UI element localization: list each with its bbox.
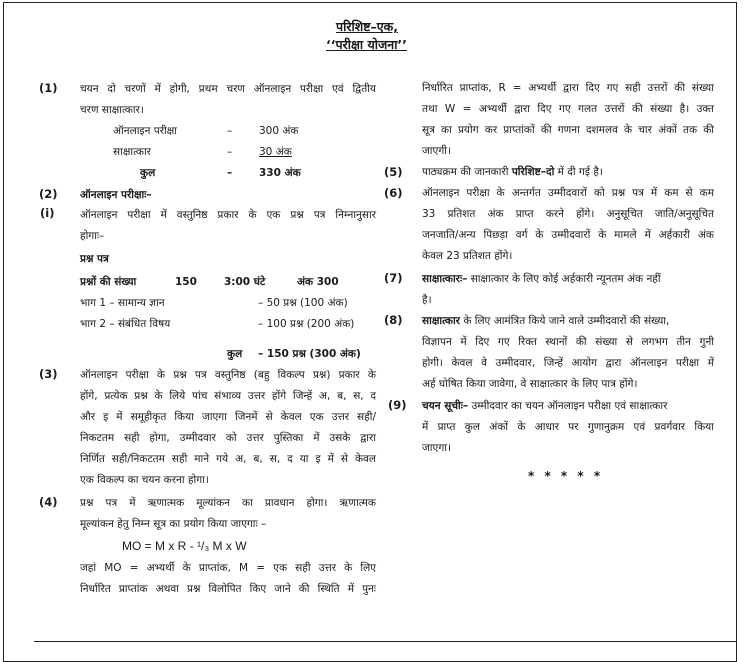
section-6-line2: 33 प्रतिशत अंक प्राप्त करने होंगे। अनुसूचित जाति/अनुसूचित xyxy=(422,208,714,220)
exam-marks: अंक 300 xyxy=(297,276,339,288)
end-stars: * * * * * xyxy=(528,469,604,483)
section-9-line1 xyxy=(422,400,714,413)
section-1-line1: चयन दो चरणों में होगी, प्रथम चरण ऑनलाइन परीक्षा एवं द्वितीय xyxy=(80,83,376,95)
continuation-line3: सूत्र का प्रयोग कर प्राप्तांकों की गणना दशमलव के चार अंकों तक की xyxy=(422,124,714,136)
section-4-number: (4) xyxy=(39,495,58,509)
section-3-line5: निर्णित सही/निकटतम सही माने गये अ, ब, स, द या इ में से केवल xyxy=(80,453,376,465)
title-line2: ‘‘परीक्षा योजना’’ xyxy=(326,37,407,52)
paper-total-value: – 150 प्रश्न (300 अंक) xyxy=(258,348,361,360)
section-3-line6: एक विकल्प का चयन करना होगा। xyxy=(80,474,209,486)
row-online-dash: – xyxy=(227,125,233,137)
section-9-line2: में प्राप्त कुल अंकों के आधार पर गुणानुक्रम एवं प्रवर्गवार किया xyxy=(422,421,714,433)
row-interview-value: 30 अंक xyxy=(259,146,292,158)
section-3-number: (3) xyxy=(39,367,58,381)
section-9-bold: चयन सूचीः– xyxy=(422,400,469,412)
section-i-number: (i) xyxy=(40,206,55,220)
row-interview-dash: – xyxy=(227,146,233,158)
section-3-line4: निकटतम सही होगा, उम्मीदवार को उत्तर पुस्तिका में उसके द्वारा xyxy=(80,432,376,444)
section-2-text: ऑनलाइन परीक्षाः– xyxy=(80,189,152,201)
section-9-number: (9) xyxy=(388,398,407,412)
section-5-post: में दी गई है। xyxy=(554,166,603,178)
row-online-label: ऑनलाइन परीक्षा xyxy=(113,125,177,137)
continuation-line2: तथा W = अभ्यर्थी द्वारा दिए गए गलत उत्तरों की संख्या है। उक्त xyxy=(422,103,714,115)
question-count-label: प्रश्नों की संख्या xyxy=(80,276,137,288)
section-5-number: (5) xyxy=(384,165,403,179)
title-line1: परिशिष्ट–एक, xyxy=(336,19,398,34)
section-5-text xyxy=(422,166,603,179)
section-5-bold: परिशिष्ट–दो xyxy=(511,166,555,178)
section-1-line2: चरण साक्षात्कार। xyxy=(80,104,144,116)
section-7-line1 xyxy=(422,273,714,286)
row-online-value: 300 अंक xyxy=(259,125,299,137)
total-dash: – xyxy=(227,167,233,179)
question-count-value: 150 xyxy=(175,276,197,288)
section-9-rest: उम्मीदवार का चयन ऑनलाइन परीक्षा एवं साक्षात्कार xyxy=(468,400,668,412)
section-6-line1: ऑनलाइन परीक्षा के अन्तर्गत उम्मीदवारों को प्रश्न पत्र में कम से कम xyxy=(422,187,714,199)
section-6-number: (6) xyxy=(384,186,403,200)
section-2-number: (2) xyxy=(39,187,58,201)
section-7-number: (7) xyxy=(384,271,403,285)
paper-total-label: कुल xyxy=(227,348,243,360)
section-8-line3: होगी। केवल वे उम्मीदवार, जिन्हें आयोग द्वारा ऑनलाइन परीक्षा में xyxy=(422,357,714,369)
section-i-line2: होगाः– xyxy=(80,230,105,242)
section-4-after-line2: निर्धारित प्राप्तांक अथवा प्रश्न विलोपित किए जाने की स्थिति में पुनः xyxy=(80,583,376,595)
section-8-line2: विज्ञापन में दिए गए रिक्त स्थानों की संख्या से लगभग तीन गुनी xyxy=(422,336,714,348)
paper-heading: प्रश्न पत्र xyxy=(80,253,109,265)
section-8-line1 xyxy=(422,315,714,328)
part-2-label: भाग 2 – संबंधित विषय xyxy=(80,318,171,330)
section-7-line2: है। xyxy=(422,294,432,306)
section-3-line2: होंगे, प्रत्येक प्रश्न के लिये पांच संभाव्य उत्तर होंगे जिन्हें अ, ब, स, द xyxy=(80,390,376,402)
section-5-pre: पाठ्यक्रम की जानकारी xyxy=(422,166,512,178)
section-i-line1: ऑनलाइन परीक्षा में वस्तुनिष्ठ प्रकार के एक प्रश्न पत्र निम्नानुसार xyxy=(80,209,376,221)
section-1-number: (1) xyxy=(39,81,58,95)
total-label: कुल xyxy=(140,167,156,179)
section-3-line3: और इ में समूहीकृत किया जाएगा जिनमें से केवल एक उत्तर सही/ xyxy=(80,411,376,423)
section-6-line4: केवल 23 प्रतिशत होंगे। xyxy=(422,250,513,262)
exam-duration: 3:00 घंटे xyxy=(224,276,266,288)
section-3-line1: ऑनलाइन परीक्षा के प्रश्न पत्र वस्तुनिष्ठ (बहु विकल्प प्रश्न) प्रकार के xyxy=(80,369,376,381)
continuation-line1: निर्धारित प्राप्तांक, R = अभ्यर्थी द्वारा दिए गए सही उत्तरों की संख्या xyxy=(422,82,714,94)
section-8-rest: के लिए आमंत्रित किये जाने वाले उम्मीदवारों की संख्या, xyxy=(459,315,670,327)
row-interview-label: साक्षात्कार xyxy=(113,146,151,158)
bottom-rule xyxy=(34,641,736,642)
section-4-line2: मूल्यांकन हेतु निम्न सूत्र का प्रयोग किया जाएगाः – xyxy=(80,518,267,530)
part-2-value: – 100 प्रश्न (200 अंक) xyxy=(258,318,355,330)
section-8-line4: अर्ह घोषित किया जावेगा, वे साक्षात्कार के लिए पात्र होंगे। xyxy=(422,378,638,390)
part-1-label: भाग 1 – सामान्य ज्ञान xyxy=(80,297,165,309)
negative-marking-formula: MO = M x R - ¹/₃ M x W xyxy=(122,539,247,553)
section-6-line3: जनजाति/अन्य पिछड़ा वर्ग के उम्मीदवारों के मामले में अर्हकारी अंक xyxy=(422,229,714,241)
section-4-after-line1: जहां MO = अभ्यर्थी के प्राप्तांक, M = एक सही उत्तर के लिए xyxy=(80,562,376,574)
section-8-bold: साक्षात्कार xyxy=(422,315,460,327)
section-9-line3: जाएगा। xyxy=(422,442,451,454)
continuation-line4: जाएगी। xyxy=(422,145,451,157)
section-4-line1: प्रश्न पत्र में ऋणात्मक मूल्यांकन का प्रावधान होगा। ऋणात्मक xyxy=(80,497,376,509)
part-1-value: – 50 प्रश्न (100 अंक) xyxy=(258,297,348,309)
section-8-number: (8) xyxy=(384,313,403,327)
total-value: 330 अंक xyxy=(259,167,301,179)
section-7-bold: साक्षात्कारः– xyxy=(422,273,468,285)
section-7-rest: साक्षात्कार के लिए कोई अर्हकारी न्यूनतम अंक नहीं xyxy=(467,273,661,285)
